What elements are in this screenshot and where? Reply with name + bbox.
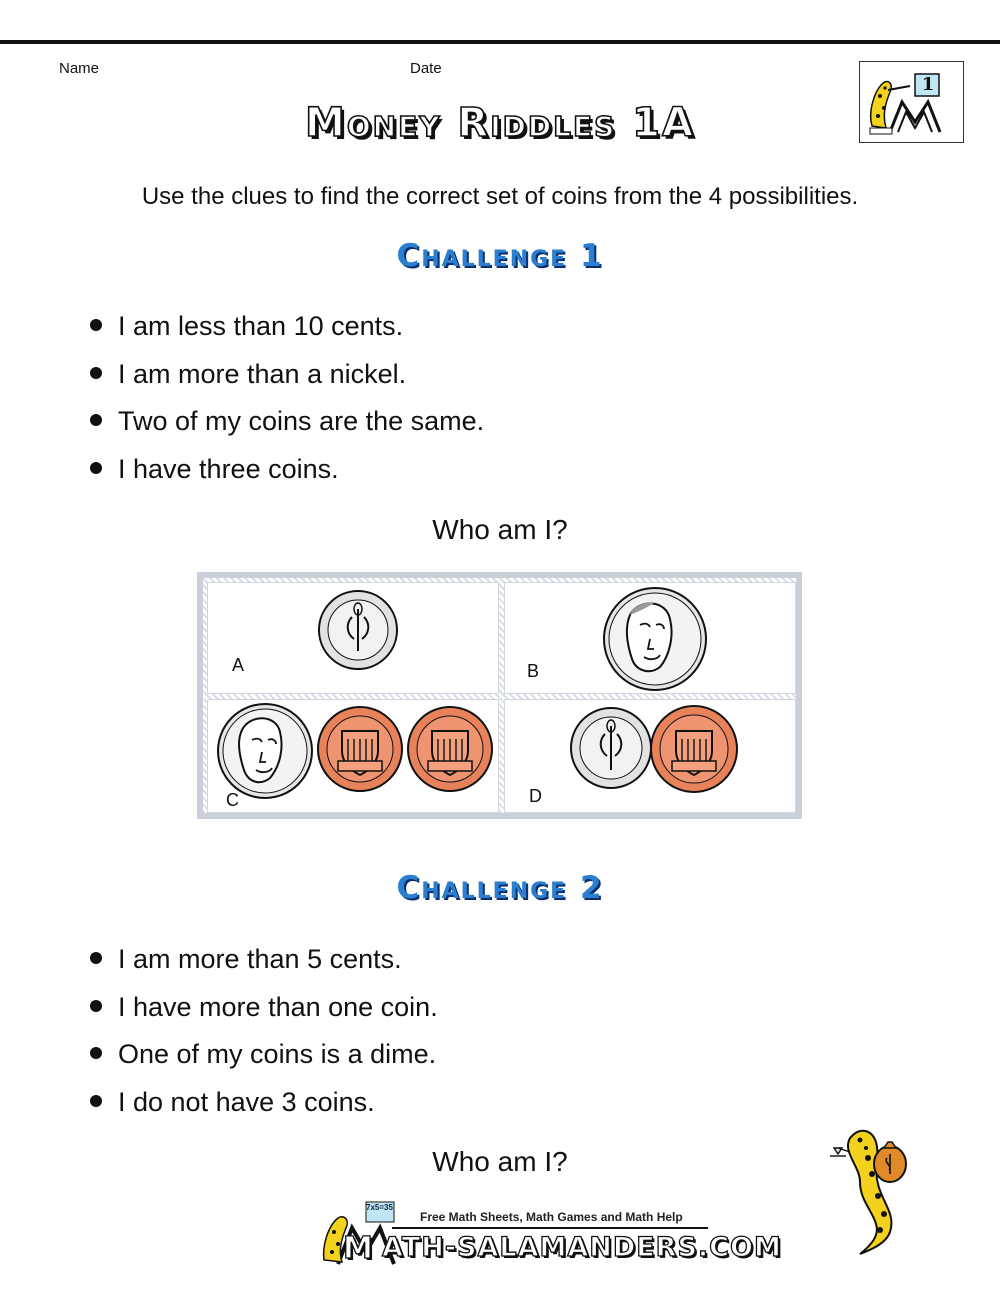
- bullet-icon: [90, 952, 102, 964]
- instructions: Use the clues to find the correct set of coins from the 4 possibilities.: [141, 183, 859, 210]
- challenge-2-question: Who am I?: [432, 1146, 568, 1177]
- bullet-icon: [90, 1000, 102, 1012]
- clue-text: I am less than 10 cents.: [118, 311, 404, 341]
- dime-icon: [310, 589, 406, 671]
- option-label: D: [529, 786, 542, 806]
- bullet-icon: [90, 1095, 102, 1107]
- footer-rule: [392, 1227, 708, 1229]
- bullet-icon: [90, 414, 102, 426]
- challenge-2-clues: [86, 942, 438, 1132]
- nickel-icon: [600, 585, 710, 693]
- clue-text: I do not have 3 coins.: [118, 1086, 375, 1117]
- grade-number: 1: [921, 74, 935, 95]
- clue-text: Two of my coins are the same.: [118, 406, 485, 436]
- penny-icon: [406, 705, 494, 793]
- clue-text: One of my coins is a dime.: [118, 1039, 437, 1069]
- footer-tagline: Free Math Sheets, Math Games and Math Help: [420, 1210, 683, 1224]
- footer-logo-letter: M: [343, 1231, 374, 1266]
- option-label: A: [232, 655, 245, 675]
- challenge-1-clues: [86, 309, 484, 499]
- clue-text: I am more than a nickel.: [118, 358, 407, 389]
- list-item: [86, 990, 438, 1038]
- penny-icon: [649, 704, 739, 794]
- bullet-icon: [90, 1047, 102, 1059]
- bullet-icon: [90, 367, 102, 379]
- date-label: Date: [410, 60, 442, 77]
- footer-site[interactable]: ATH-SALAMANDERS.COM: [382, 1232, 782, 1263]
- clue-text: I am more than 5 cents.: [118, 944, 402, 974]
- option-a[interactable]: [207, 582, 499, 694]
- list-item: [86, 452, 484, 500]
- list-item: [86, 942, 438, 990]
- salamander-money-bag-icon: [820, 1118, 930, 1258]
- list-item: [86, 1085, 438, 1133]
- name-label: Name: [59, 60, 100, 77]
- challenge-1-title: Challenge 1: [396, 238, 604, 274]
- list-item: [86, 357, 484, 405]
- bullet-icon: [90, 319, 102, 331]
- clue-text: I have more than one coin.: [118, 991, 438, 1022]
- list-item: [86, 404, 484, 452]
- penny-icon: [316, 705, 404, 793]
- option-label: B: [527, 661, 540, 681]
- list-item: [86, 1037, 438, 1085]
- logo-badge: 7x5=35: [366, 1203, 393, 1212]
- option-d[interactable]: [504, 699, 796, 813]
- page-title: Money Riddles 1A: [305, 100, 695, 146]
- nickel-icon: [214, 702, 316, 800]
- dime-icon: [565, 706, 657, 790]
- top-rule: [0, 40, 1000, 44]
- list-item: [86, 309, 484, 357]
- clue-text: I have three coins.: [118, 453, 339, 484]
- challenge-1-question: Who am I?: [432, 514, 568, 545]
- option-c[interactable]: [207, 699, 499, 813]
- bullet-icon: [90, 462, 102, 474]
- challenge-2-title: Challenge 2: [396, 870, 604, 906]
- option-b[interactable]: [504, 582, 796, 694]
- coin-options-grid: [197, 572, 802, 819]
- option-label: C: [226, 790, 239, 810]
